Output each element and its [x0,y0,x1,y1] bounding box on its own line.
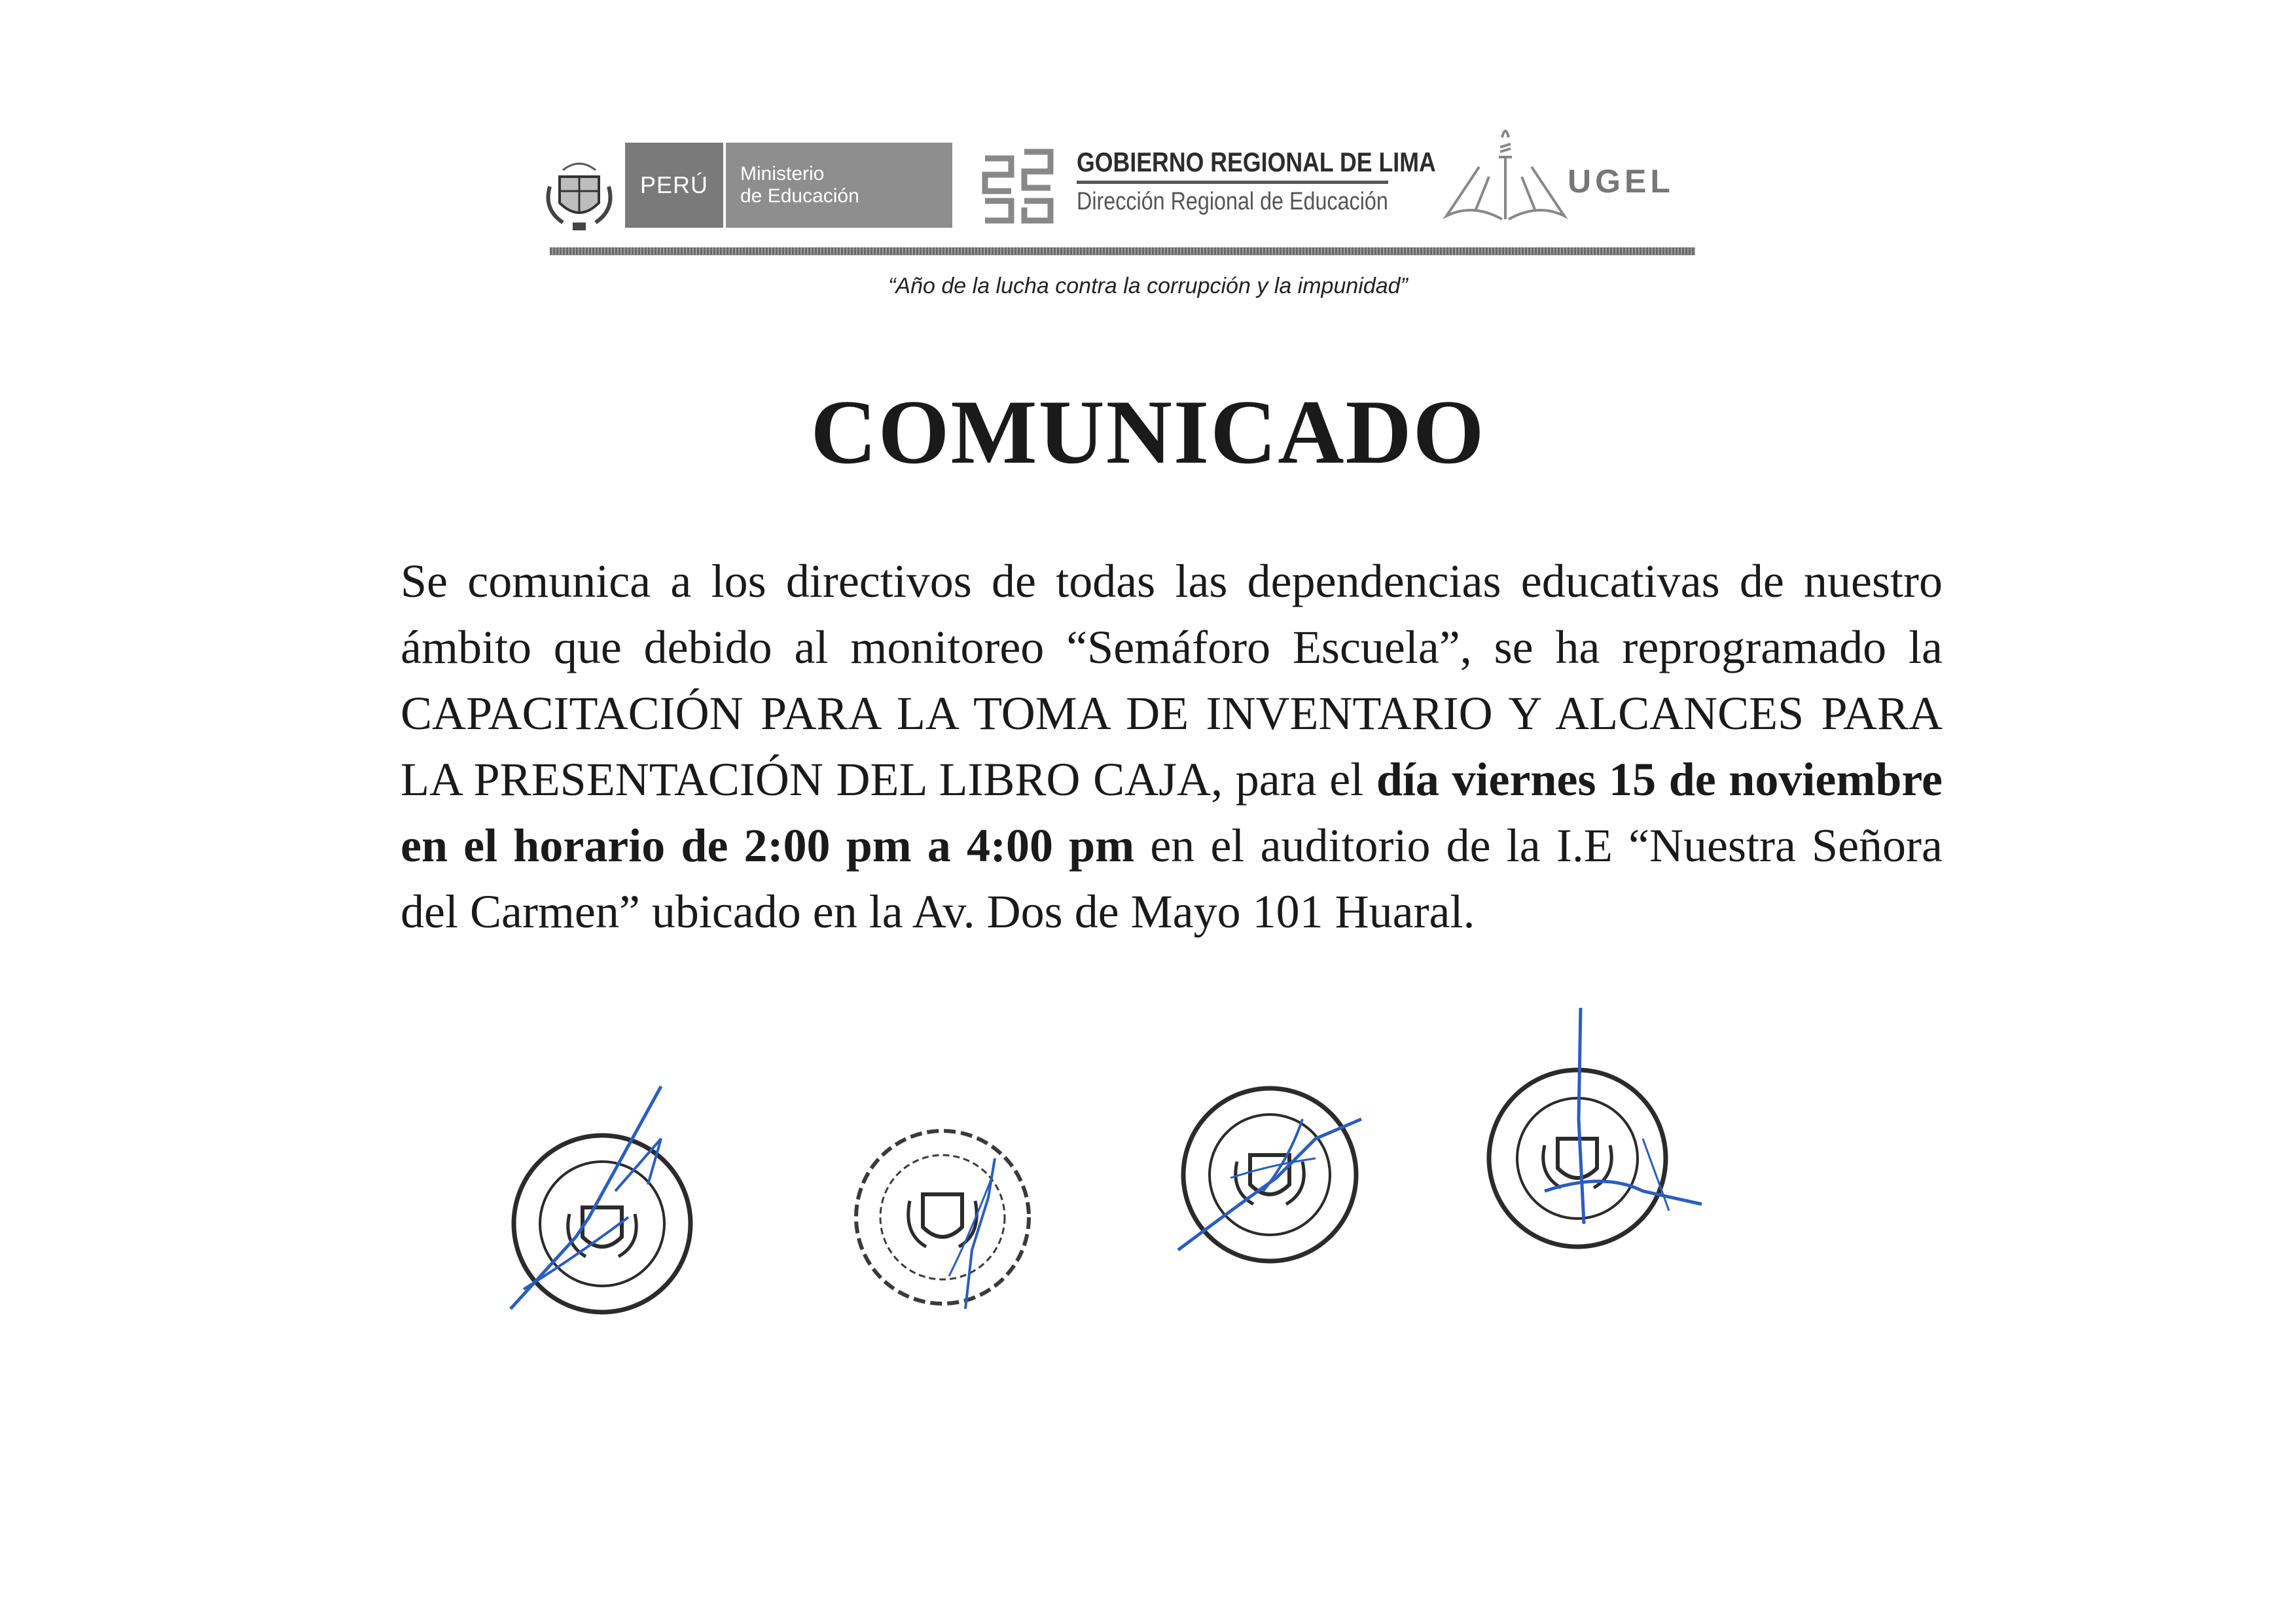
body-text-part-2: en el auditorio de la I.E “Nuestra Señora del Carmen” ubicado en la Av. Dos de Mayo 101 Huaral. [401,819,1943,938]
letterhead [543,137,1695,236]
regional-government-title: GOBIERNO REGIONAL DE LIMA [1077,147,1388,184]
body-date-time: día viernes 15 de noviembre en el horario de 2:00 pm a 4:00 pm [401,753,1943,872]
coat-of-arms-icon [543,151,615,232]
ministry-name [723,143,952,228]
seal-stamp-icon [1473,1008,1715,1257]
regional-government-text [1077,147,1436,216]
ugel-book-logo-icon [1440,111,1571,229]
body-text-part-1: Se comunica a los directivos de todas las dependencias educativas de nuestro ámbito que debido al monitoreo “Semáforo Escuela”, se ha reprogramado la CAPACITACIÓN PARA LA TOMA DE INVENTARIO Y ALCANCES PARA LA PRESENTACIÓN DEL LIBRO CAJA, para el [401,555,1943,806]
announcement-body [401,548,1943,945]
header-divider [550,247,1695,255]
seal-ugel [838,1119,1047,1315]
ministry-line-1: Ministerio [740,163,825,185]
document-title: COMUNICADO [810,382,1486,483]
peru-label: PERÚ [625,143,723,228]
regional-education-subtitle: Dirección Regional de Educación [1077,188,1388,215]
seal-comision-inventario [1473,1008,1715,1257]
ministry-line-2: de Educación [740,185,859,207]
ugel-label: UGEL [1568,163,1674,200]
seal-stamp-icon [1165,1080,1374,1263]
year-motto: “Año de la lucha contra la corrupción y la impunidad” [888,274,1408,298]
ministry-logo [625,143,952,228]
seal-stamp-icon [838,1119,1047,1315]
seal-stamp-icon [497,1073,707,1322]
seal-administracion [497,1073,707,1322]
regional-government-logo-icon [978,145,1057,227]
seal-control-patrimonial [1165,1080,1374,1263]
